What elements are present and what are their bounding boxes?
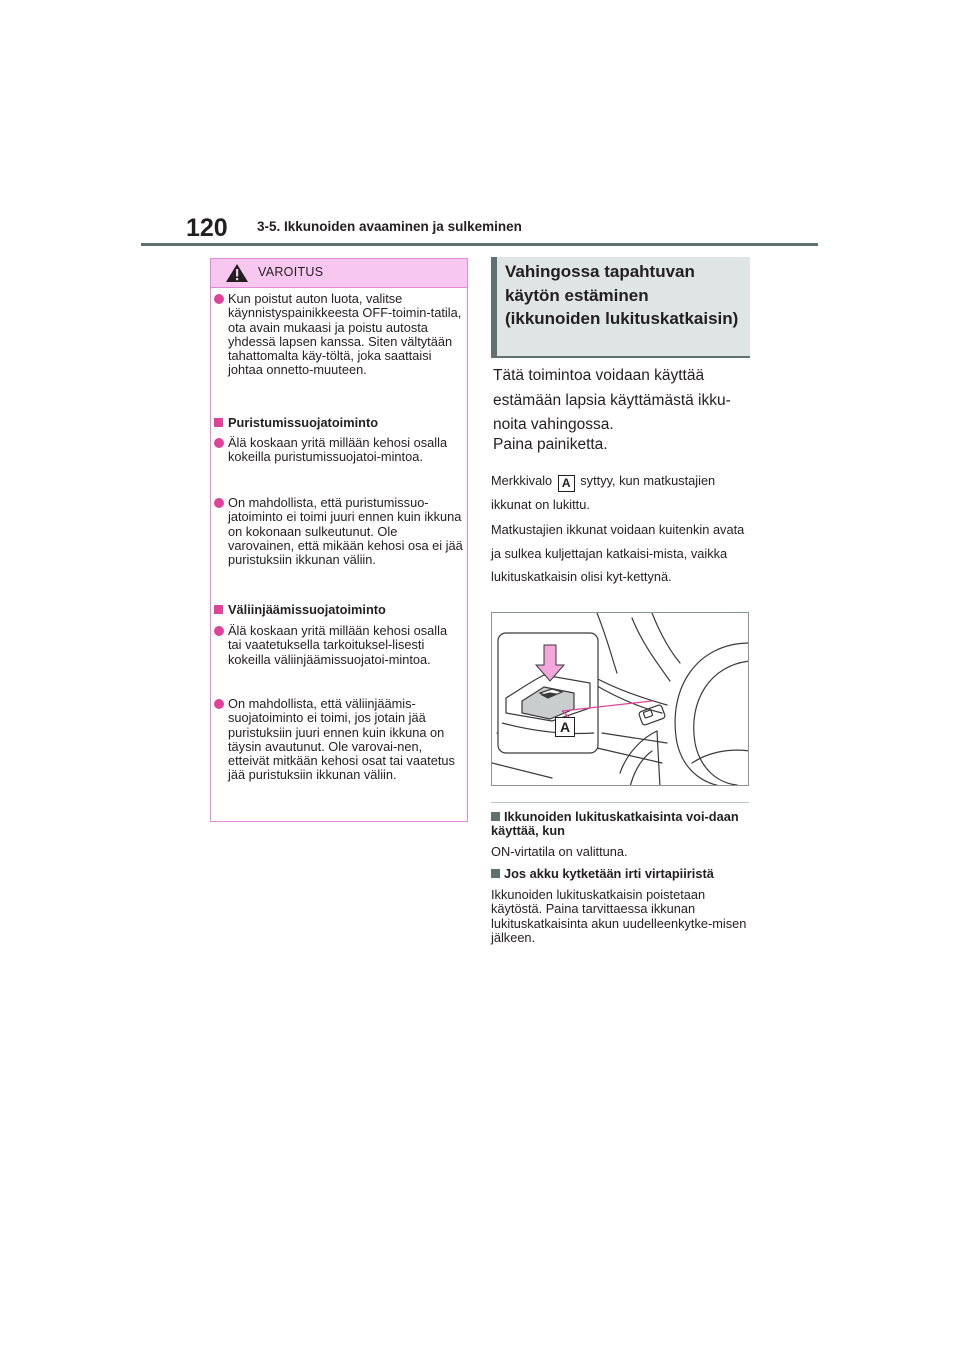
warning-subhead-text: Väliinjäämissuojatoiminto	[228, 602, 386, 617]
square-bullet-icon	[214, 605, 223, 614]
warning-item	[214, 624, 464, 667]
note-body: ON-virtatila on valittuna.	[491, 844, 628, 859]
bullet-icon	[214, 699, 224, 709]
warning-subhead	[214, 416, 464, 430]
note-heading: Jos akku kytketään irti virtapiiristä	[491, 867, 753, 881]
warning-header	[211, 259, 467, 288]
warning-item-text: Älä koskaan yritä millään kehosi osalla kokeilla puristumissuojatoi-mintoa.	[228, 435, 448, 465]
warning-item	[214, 292, 464, 378]
indicator-text-before: Merkkivalo	[491, 473, 553, 488]
warning-item	[214, 436, 464, 465]
warning-item-text: Kun poistut auton luota, valitse käynnistyspainikkeesta OFF-toimin-tatila, ota avain mukaasi ja poistu autosta yhdessä lapsen kanssa. Siten vältytään tahattomalta käy-töltä, joka saattaisi johtaa onnetto-muuteen.	[228, 291, 462, 378]
warning-subhead	[214, 603, 464, 617]
header-rule	[141, 243, 818, 246]
warning-item-text: Älä koskaan yritä millään kehosi osalla tai vaatetuksella tarkoituksel-lisesti kokeilla väliinjäämissuojatoi-mintoa.	[228, 623, 448, 667]
square-bullet-icon	[491, 812, 500, 821]
warning-item-text: On mahdollista, että väliinjäämis-suojatoiminto ei toimi, jos jotain jää puristuksiin juuri ennen kuin ikkuna on täysin avautunut. Ole varovai-nen, etteivät mitkään kehosi osat tai vaatetus jää puristuksiin ikkunan väliin.	[228, 696, 455, 783]
square-bullet-icon	[491, 869, 500, 878]
note-heading: Ikkunoiden lukituskatkaisinta voi-daan käyttää, kun	[491, 809, 739, 839]
page-number: 120	[186, 214, 228, 242]
warning-title: VAROITUS	[258, 265, 324, 279]
warning-triangle-icon	[225, 263, 249, 283]
warning-item-text: On mahdollista, että puristumissuo-jatoiminto ei toimi juuri ennen kuin ikkuna on kokonaan sulkeutunut. Ole varovainen, että mikään kehosi osa ei jää puristuksiin ikkunan väliin.	[228, 495, 463, 568]
warning-subhead-text: Puristumissuojatoiminto	[228, 415, 379, 430]
note-body: Ikkunoiden lukituskatkaisin poistetaan käytöstä. Paina tarvittaessa ikkunan lukituskatkaisinta akun uudelleenkytke-misen jälkeen.	[491, 887, 747, 945]
indicator-text-after: syttyy, kun matkustajien ikkunat on lukittu.	[491, 473, 716, 512]
illustration-drawing	[492, 613, 749, 786]
figure-divider	[491, 802, 749, 803]
warning-item	[214, 496, 464, 567]
instruction-text: Paina painiketta.	[493, 436, 608, 453]
section-title: 3-5. Ikkunoiden avaaminen ja sulkeminen	[257, 219, 522, 234]
indicator-text	[491, 469, 753, 516]
callout-letter-a: A	[558, 475, 575, 492]
passenger-note: Matkustajien ikkunat voidaan kuitenkin avata ja sulkea kuljettajan katkaisi-mista, vaikka lukituskatkaisin olisi kyt-kettynä.	[491, 522, 745, 585]
bullet-icon	[214, 294, 224, 304]
section-heading: Vahingossa tapahtuvan käytön estäminen (ikkunoiden lukituskatkaisin)	[505, 262, 739, 328]
warning-item	[214, 697, 464, 783]
window-lock-illustration	[491, 612, 749, 786]
bullet-icon	[214, 438, 224, 448]
bullet-icon	[214, 498, 224, 508]
heading-accent-bar	[491, 257, 497, 356]
section-heading-box	[491, 257, 750, 358]
square-bullet-icon	[214, 418, 223, 427]
figure-callout-a: A	[555, 717, 575, 737]
intro-text: Tätä toimintoa voidaan käyttää estämään lapsia käyttämästä ikku-noita vahingossa.	[493, 367, 731, 433]
warning-box	[210, 258, 468, 822]
bullet-icon	[214, 626, 224, 636]
